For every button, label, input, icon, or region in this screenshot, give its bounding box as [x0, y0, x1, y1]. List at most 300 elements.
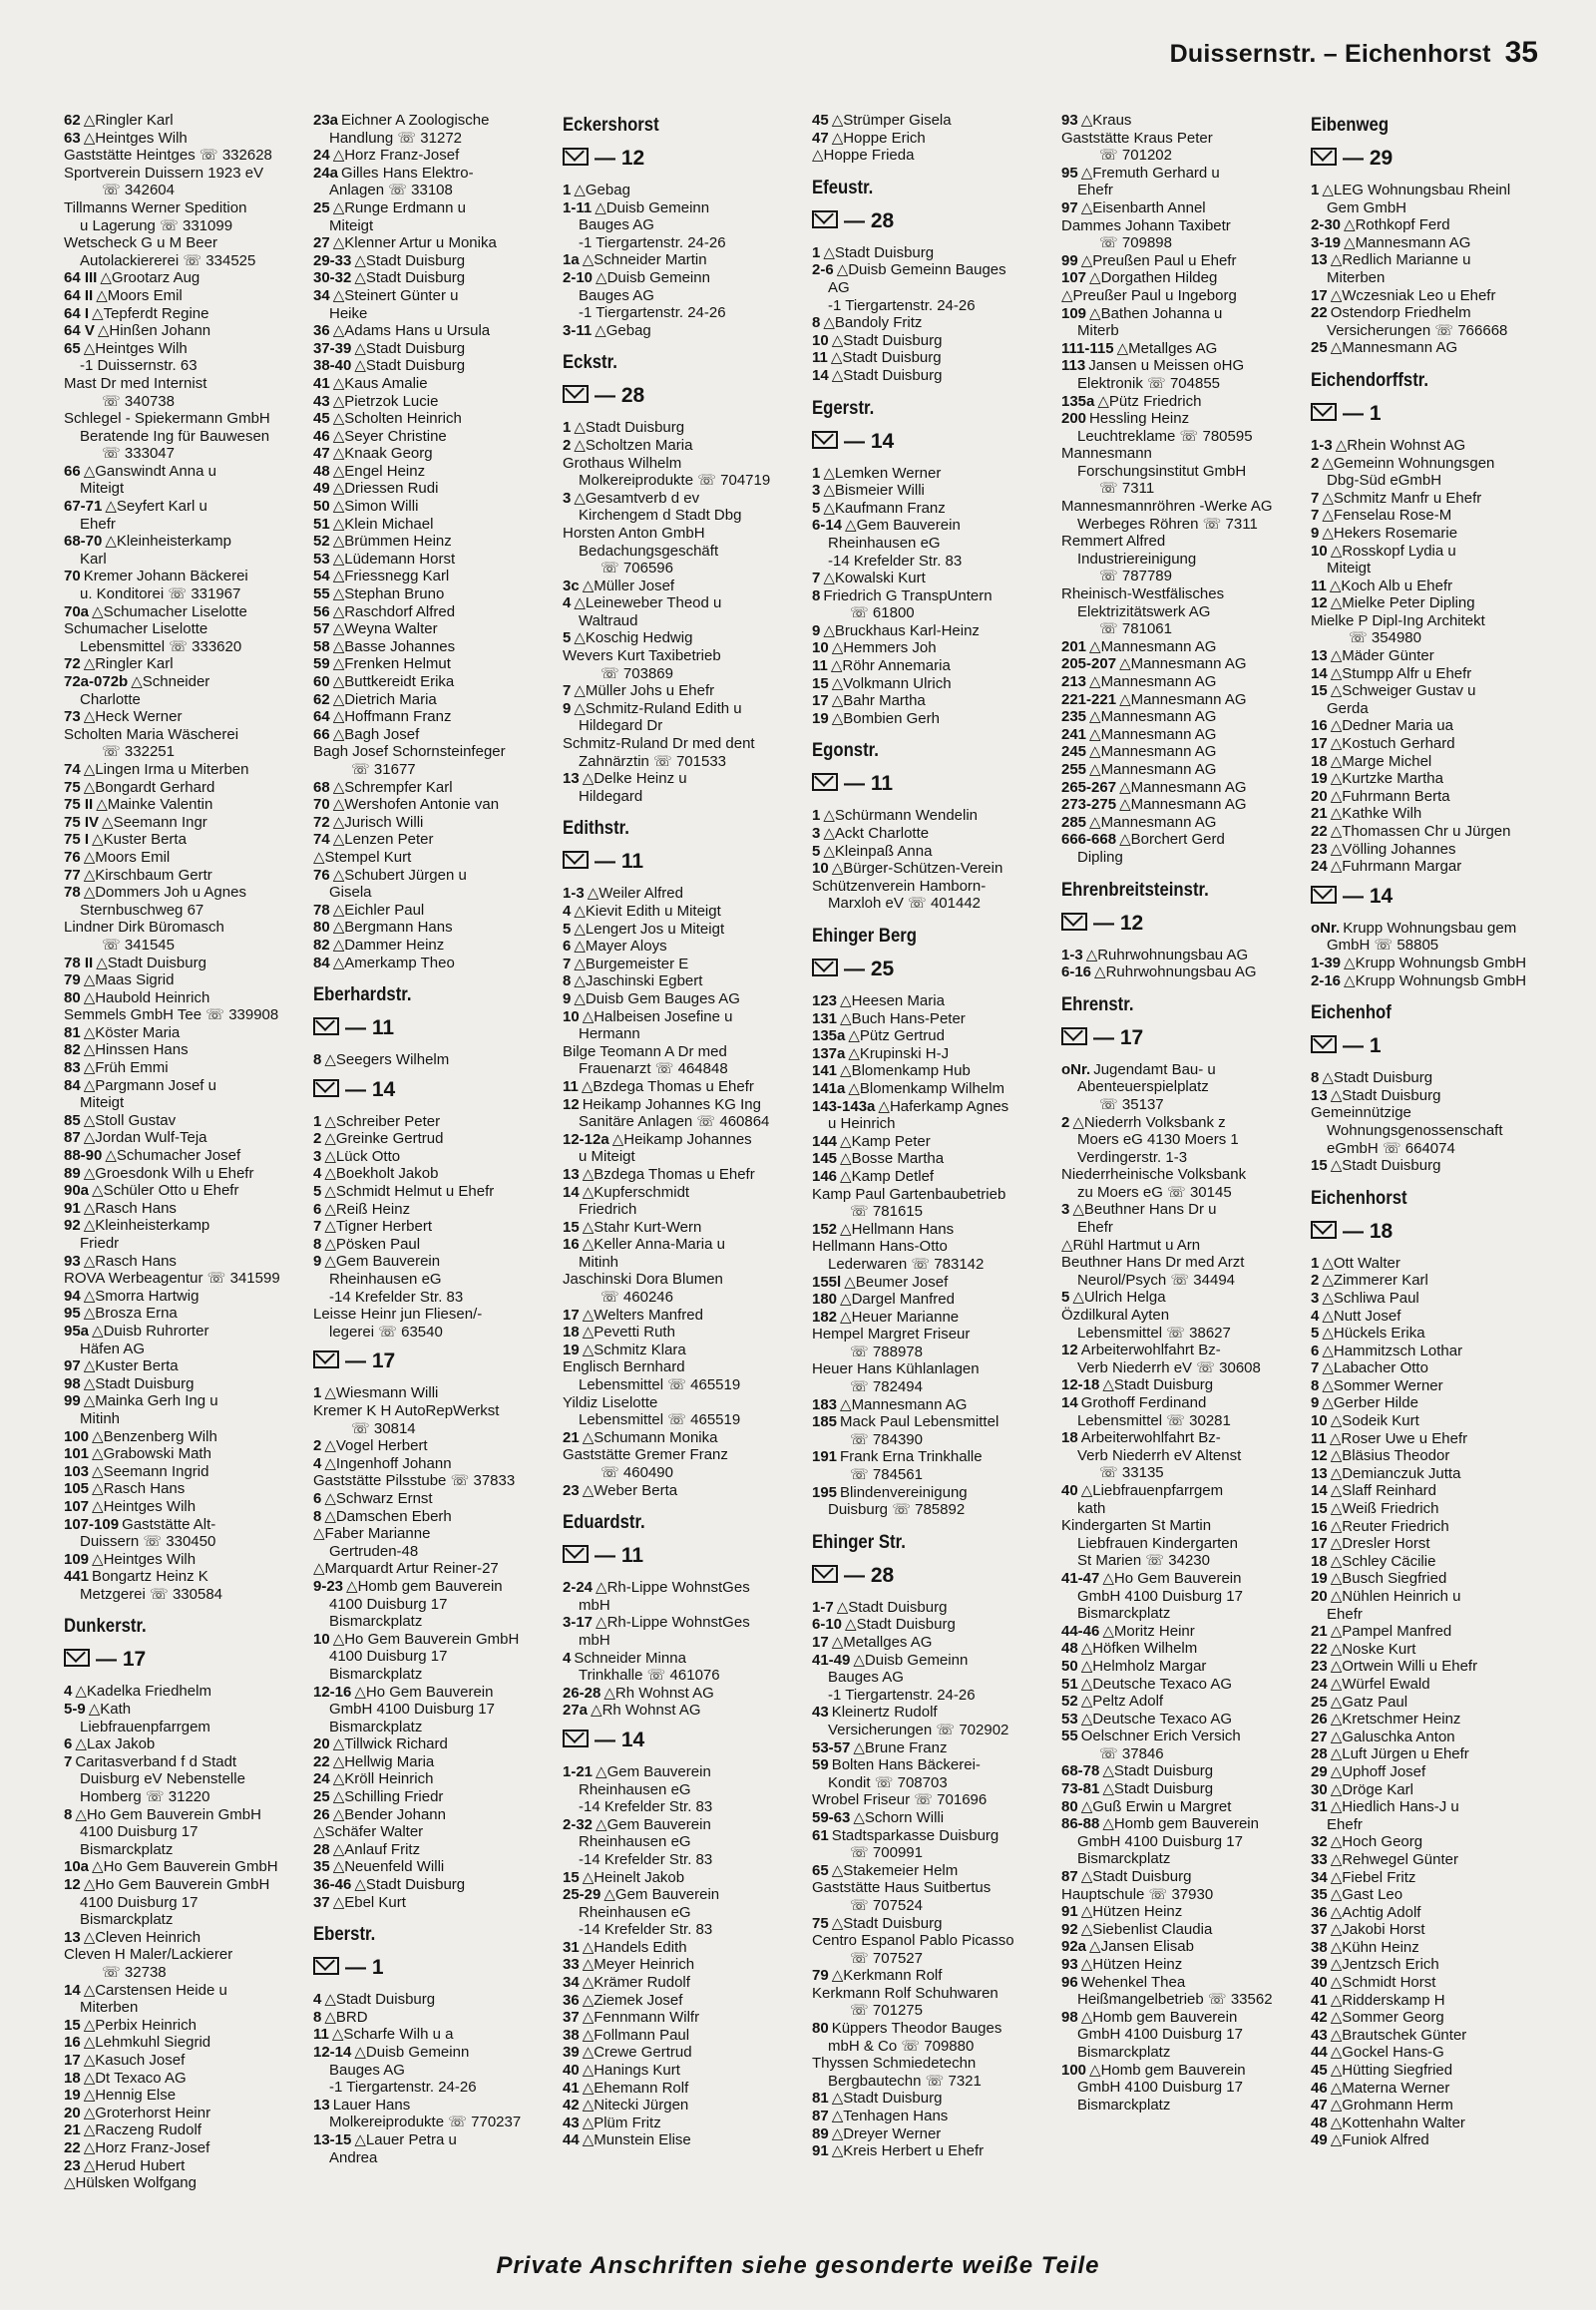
entry-text: △Bongardt Gerhard	[83, 778, 215, 796]
entry-text: Bismarckplatz	[1077, 2096, 1171, 2114]
directory-entry	[64, 305, 299, 323]
directory-entry	[64, 445, 299, 463]
directory-entry	[563, 1376, 798, 1394]
directory-entry	[1311, 823, 1546, 841]
entry-text: △Rehwegel Günter	[1330, 1850, 1458, 1868]
house-number: 34	[313, 286, 330, 304]
directory-entry	[812, 604, 1047, 622]
directory-entry	[1311, 972, 1546, 990]
directory-entry	[64, 1253, 299, 1271]
entry-text: Beratende Ing für Bauwesen	[80, 427, 270, 445]
house-number: 9	[563, 699, 572, 717]
directory-entry	[1061, 1272, 1297, 1290]
directory-entry	[64, 1753, 299, 1771]
entry-text: △Schäfer Walter	[313, 1823, 424, 1841]
entry-text: Gisela	[329, 884, 372, 902]
postal-district	[812, 208, 1047, 234]
directory-entry	[1311, 1798, 1546, 1816]
directory-entry	[64, 533, 299, 551]
house-number: 13	[1311, 1086, 1328, 1104]
entry-text: △Blomenkamp Hub	[840, 1062, 971, 1080]
entry-text: GmbH 4100 Duisburg 17	[1077, 2026, 1243, 2044]
directory-entry	[1061, 568, 1297, 585]
directory-entry	[1311, 1694, 1546, 1712]
entry-text: Rheinhausen eG	[579, 1903, 691, 1921]
house-number: 21	[563, 1428, 580, 1446]
directory-entry	[563, 1131, 798, 1149]
directory-entry	[1061, 1342, 1297, 1359]
house-number: 141a	[812, 1079, 846, 1097]
directory-entry	[563, 1702, 798, 1720]
directory-entry	[64, 1683, 299, 1701]
house-number: 41-47	[1061, 1569, 1100, 1587]
directory-entry	[1061, 1412, 1297, 1430]
entry-text: △Ganswindt Anna u	[83, 462, 216, 480]
entry-text: Miterb	[1077, 322, 1119, 340]
directory-entry	[64, 516, 299, 534]
directory-entry	[563, 2131, 798, 2149]
directory-entry	[64, 1147, 299, 1165]
directory-entry	[313, 1253, 549, 1271]
house-number: 2	[1061, 1113, 1070, 1131]
entry-text: △Mannesmann AG	[1089, 637, 1217, 655]
directory-entry	[1311, 1447, 1546, 1465]
directory-entry	[1061, 199, 1297, 217]
directory-entry	[1061, 1938, 1297, 1956]
entry-text: △Heintges Wilh	[83, 129, 188, 147]
entry-text: △Duisb Gemeinn Bauges	[836, 261, 1006, 279]
house-number: 1	[1311, 1254, 1320, 1272]
house-number: 95	[1061, 164, 1078, 182]
directory-entry	[64, 375, 299, 393]
page-title: Duissernstr. – Eichenhorst	[1169, 40, 1491, 68]
directory-entry	[812, 1466, 1047, 1484]
directory-entry	[812, 825, 1047, 843]
directory-entry	[64, 867, 299, 885]
directory-entry	[1061, 2097, 1297, 2115]
envelope-icon	[563, 1730, 589, 1747]
house-number: 45	[1311, 2062, 1328, 2080]
entry-text: △Mannesmann AG	[1089, 708, 1217, 726]
entry-text: △Stadt Duisburg	[354, 269, 466, 287]
directory-entry	[563, 1289, 798, 1307]
entry-text: △Thomassen Chr u Jürgen	[1330, 823, 1511, 840]
entry-text: Friedr	[80, 1235, 120, 1252]
street-heading: Dunkerstr.	[64, 1616, 147, 1638]
directory-entry	[563, 1113, 798, 1131]
house-number: 4	[313, 1991, 322, 2009]
entry-text: △Gem Bauverein	[596, 1762, 711, 1780]
directory-entry	[1061, 322, 1297, 340]
entry-text: △Bürger-Schützen-Verein	[831, 860, 1003, 878]
entry-text: Häfen AG	[80, 1340, 146, 1357]
entry-text: △Bathen Johanna u	[1089, 304, 1223, 322]
directory-entry	[1061, 2026, 1297, 2044]
entry-text: △Moors Emil	[96, 286, 183, 304]
directory-entry	[313, 1130, 549, 1148]
directory-entry	[313, 1753, 549, 1771]
directory-entry	[563, 1851, 798, 1869]
directory-entry	[1311, 1745, 1546, 1763]
directory-entry	[64, 1410, 299, 1428]
house-number: 30	[1311, 1780, 1328, 1798]
directory-entry	[313, 1289, 549, 1307]
entry-text: △Stephan Bruno	[332, 585, 445, 603]
entry-text: Semmels GmbH Tee ☏ 339908	[64, 1006, 279, 1024]
entry-text: △Demianczuk Jutta	[1330, 1464, 1461, 1482]
directory-entry	[812, 297, 1047, 315]
entry-text: 4100 Duisburg 17	[80, 1893, 199, 1911]
directory-entry	[64, 1735, 299, 1753]
entry-text: △Klein Michael	[332, 515, 434, 533]
house-number: 6	[64, 1735, 73, 1753]
house-number: 36	[313, 322, 330, 340]
entry-text: Ostendorp Friedhelm	[1330, 304, 1471, 322]
entry-text: mbH	[579, 1631, 610, 1649]
directory-entry	[64, 919, 299, 937]
house-number: 23	[1311, 840, 1328, 858]
directory-entry	[64, 691, 299, 709]
entry-text: △Hiedlich Hans-J u	[1330, 1798, 1459, 1816]
entry-text: GmbH 4100 Duisburg 17	[1077, 1587, 1243, 1605]
house-number: 22	[1311, 304, 1328, 322]
house-number: 31	[563, 1938, 580, 1956]
entry-text: △Bergmann Hans	[332, 919, 453, 937]
entry-text: △Leineweber Theod u	[574, 594, 722, 612]
directory-entry	[64, 884, 299, 902]
street-heading: Ehrenstr.	[1061, 993, 1134, 1015]
entry-text: △Grabowski Math	[92, 1445, 211, 1463]
house-number: 25	[313, 198, 330, 216]
directory-entry	[812, 639, 1047, 657]
entry-text: △Hoch Georg	[1330, 1833, 1423, 1851]
directory-entry	[1061, 1535, 1297, 1553]
directory-entry	[313, 761, 549, 779]
entry-text: △Uphoff Josef	[1330, 1762, 1426, 1780]
house-number: 46	[313, 427, 330, 445]
entry-text: △Lax Jakob	[75, 1735, 156, 1753]
entry-text: △Schreiber Peter	[324, 1112, 441, 1130]
house-number: 25-29	[563, 1886, 601, 1904]
house-number: 99	[1061, 251, 1078, 269]
directory-entry	[563, 455, 798, 473]
house-number: 8	[812, 586, 821, 604]
directory-entry	[313, 1271, 549, 1289]
directory-entry	[64, 2157, 299, 2175]
directory-entry	[1311, 1658, 1546, 1676]
directory-entry	[1311, 269, 1546, 287]
house-number: 41	[313, 374, 330, 392]
entry-text: △Halbeisen Josefine u	[582, 1007, 733, 1025]
entry-text: △Rh-Lippe WohnstGes	[596, 1579, 750, 1597]
directory-entry	[563, 1869, 798, 1887]
directory-entry	[64, 217, 299, 235]
house-number: 80	[313, 919, 330, 937]
entry-text: △Lenzen Peter	[332, 831, 434, 849]
entry-text: △Raschdorf Alfred	[332, 602, 456, 620]
house-number: 62	[64, 112, 81, 129]
entry-text: -1 Tiergartenstr. 24-26	[828, 296, 976, 314]
house-number: 25	[1311, 1693, 1328, 1711]
entry-text: Charlotte	[80, 690, 141, 708]
entry-text: △Smorra Hartwig	[83, 1287, 200, 1305]
directory-entry	[563, 525, 798, 543]
postal-code-text: — 14	[1343, 884, 1394, 908]
directory-entry	[1061, 112, 1297, 130]
postal-district	[563, 1728, 798, 1753]
directory-entry	[1311, 199, 1546, 217]
house-number: 17	[1311, 735, 1328, 753]
postal-code-text: — 14	[595, 1728, 645, 1751]
street-heading: Eberstr.	[313, 1924, 376, 1946]
entry-text: Centro Espanol Pablo Picasso	[812, 1932, 1014, 1950]
entry-text: △Duisb Gemeinn	[596, 268, 710, 286]
house-number: 183	[812, 1395, 838, 1413]
entry-text: △Nutt Josef	[1322, 1307, 1401, 1325]
entry-text: ☏ 30814	[351, 1419, 416, 1437]
entry-text: △Volkmann Ulrich	[831, 674, 952, 692]
directory-entry	[1311, 578, 1546, 595]
house-number: 1-21	[563, 1762, 594, 1780]
entry-text: Heuer Hans Kühlanlagen	[812, 1360, 980, 1378]
house-number: 2-10	[563, 268, 594, 286]
entry-text: △Krupp Wohnungsb GmbH	[1344, 971, 1527, 989]
postal-district	[1311, 1033, 1546, 1059]
house-number: 92a	[1061, 1938, 1087, 1956]
house-number: 37	[563, 2009, 580, 2027]
entry-text: Werbeges Röhren ☏ 7311	[1077, 515, 1258, 533]
directory-entry	[313, 1613, 549, 1631]
house-number: 11	[1311, 1429, 1327, 1447]
house-number: 6	[563, 938, 572, 956]
entry-text: Heikamp Johannes KG Ing	[582, 1095, 761, 1113]
directory-entry	[563, 1763, 798, 1781]
directory-entry	[64, 2174, 299, 2192]
house-number: 17	[1311, 286, 1328, 304]
directory-entry	[313, 1437, 549, 1455]
house-number: 155l	[812, 1273, 842, 1291]
directory-entry	[64, 1858, 299, 1876]
entry-text: △Mannesmann AG	[1119, 778, 1247, 796]
house-number: 131	[812, 1009, 838, 1027]
entry-text: △Schumann Monika	[582, 1428, 718, 1446]
directory-entry	[313, 1735, 549, 1753]
entry-text: △Kleinpaß Anna	[823, 842, 933, 860]
directory-entry	[1311, 304, 1546, 322]
house-number: 87	[1061, 1868, 1078, 1886]
house-number: 3	[1311, 1289, 1320, 1307]
directory-entry	[812, 112, 1047, 130]
entry-text: △Deutsche Texaco AG	[1080, 1675, 1233, 1693]
directory-entry	[313, 1490, 549, 1508]
directory-entry	[1061, 1307, 1297, 1325]
directory-entry	[1311, 322, 1546, 340]
house-number: 235	[1061, 708, 1087, 726]
street-heading: Egerstr.	[812, 397, 875, 419]
directory-entry	[563, 1446, 798, 1464]
entry-text: Ehefr	[1077, 1219, 1113, 1237]
house-number: 83	[64, 1059, 81, 1077]
entry-text: Lebensmittel ☏ 38627	[1077, 1324, 1231, 1342]
entry-text: 4100 Duisburg 17	[329, 1648, 448, 1666]
directory-entry	[1061, 947, 1297, 964]
directory-entry	[313, 2131, 549, 2149]
entry-text: △Rh Wohnst AG	[591, 1702, 701, 1720]
directory-entry	[1061, 1728, 1297, 1745]
directory-entry	[812, 500, 1047, 518]
house-number: 64 III	[64, 269, 98, 287]
entry-text: △Herud Hubert	[83, 2156, 186, 2174]
entry-text: △Anlauf Fritz	[332, 1840, 421, 1858]
directory-entry	[812, 1915, 1047, 1933]
directory-entry	[1061, 963, 1297, 981]
directory-entry	[64, 2017, 299, 2035]
entry-text: ☏ 781061	[1099, 620, 1172, 638]
house-number: 49	[1311, 2131, 1328, 2149]
entry-text: △Gebag	[595, 321, 651, 339]
postal-code-text: — 1	[1343, 1034, 1382, 1058]
directory-entry	[563, 1394, 798, 1412]
entry-text: Lindner Dirk Büromasch	[64, 919, 224, 937]
directory-entry	[313, 1165, 549, 1183]
entry-text: △Mannesmann AG	[1089, 743, 1217, 761]
directory-entry	[313, 199, 549, 217]
entry-text: Remmert Alfred	[1061, 533, 1166, 551]
entry-text: △Früh Emmi	[83, 1059, 169, 1077]
entry-text: Lebensmittel ☏ 465519	[579, 1411, 741, 1429]
entry-text: △Duisb Gemeinn	[853, 1651, 969, 1669]
entry-text: ☏ 460490	[600, 1464, 673, 1481]
entry-text: △Dommers Joh u Agnes	[83, 884, 246, 902]
entry-text: △Völling Johannes	[1330, 840, 1456, 858]
entry-text: △Fuhrmann Margar	[1330, 858, 1462, 876]
directory-entry	[313, 2149, 549, 2167]
directory-entry	[1311, 1588, 1546, 1606]
entry-text: Wehenkel Thea	[1080, 1973, 1186, 1991]
house-number: 81	[64, 1023, 81, 1041]
entry-text: △Jurisch Willi	[332, 813, 424, 831]
directory-entry	[1061, 1552, 1297, 1570]
house-number: 23	[64, 2156, 81, 2174]
entry-text: -1 Tiergartenstr. 24-26	[329, 2079, 477, 2097]
directory-entry	[812, 710, 1047, 728]
envelope-icon	[313, 1350, 339, 1368]
directory-entry	[563, 1482, 798, 1500]
entry-text: △Liebfrauenpfarrgem	[1080, 1481, 1224, 1499]
house-number: 53	[1061, 1710, 1078, 1728]
entry-text: Metzgerei ☏ 330584	[80, 1585, 223, 1603]
house-number: 26	[1311, 1711, 1328, 1729]
directory-entry	[64, 603, 299, 621]
house-number: 58	[313, 637, 330, 655]
house-number: 14	[812, 366, 829, 384]
house-number: 141	[812, 1062, 838, 1080]
entry-text: Jansen u Meissen oHG	[1088, 357, 1245, 375]
house-number: 14	[1311, 664, 1328, 682]
directory-entry	[563, 543, 798, 561]
house-number: 31	[1311, 1798, 1328, 1816]
entry-text: Gaststätte Alt-	[122, 1515, 216, 1533]
entry-text: Grothoff Ferdinand	[1080, 1394, 1207, 1411]
directory-entry	[313, 217, 549, 235]
house-number: 68-70	[64, 533, 103, 551]
postal-code-text: — 28	[844, 1563, 895, 1587]
directory-entry	[313, 937, 549, 955]
entry-text: Frauenarzt ☏ 464848	[579, 1060, 728, 1078]
house-number: 40	[1311, 1974, 1328, 1992]
entry-text: ☏ 703869	[600, 664, 673, 682]
entry-text: St Marien ☏ 34230	[1077, 1552, 1210, 1570]
house-number: 4	[563, 594, 572, 612]
directory-entry	[563, 903, 798, 921]
directory-entry	[1311, 1904, 1546, 1922]
entry-text: Industriereinigung	[1077, 550, 1197, 568]
entry-text: △Pevetti Ruth	[582, 1324, 675, 1342]
entry-text: Anlagen ☏ 33108	[329, 182, 453, 199]
entry-text: Sternbuschweg 67	[80, 901, 204, 919]
house-number: 72	[313, 813, 330, 831]
entry-text: △Bandoly Fritz	[823, 314, 923, 332]
entry-text: ROVA Werbeagentur ☏ 341599	[64, 1270, 280, 1288]
directory-entry	[1061, 1325, 1297, 1343]
directory-entry	[64, 955, 299, 972]
directory-columns	[64, 112, 1546, 2231]
entry-text: △Bläsius Theodor	[1330, 1447, 1450, 1465]
entry-text: Karl	[80, 550, 107, 568]
directory-entry	[1311, 1763, 1546, 1781]
entry-text: △Bombien Gerh	[831, 709, 940, 727]
house-number: 1-3	[563, 885, 585, 903]
directory-entry	[1061, 1570, 1297, 1588]
directory-entry	[1311, 1992, 1546, 2010]
entry-text: △Duisb Gemeinn	[595, 198, 710, 216]
house-number: 47	[812, 129, 829, 147]
directory-entry	[1061, 743, 1297, 761]
entry-text: Handlung ☏ 31272	[329, 129, 463, 147]
entry-text: △Hemmers Joh	[831, 639, 937, 657]
directory-entry	[313, 1455, 549, 1473]
house-number: 87	[812, 2108, 829, 2125]
house-number: 4	[563, 903, 572, 920]
entry-text: Tillmanns Werner Spedition	[64, 198, 247, 216]
directory-entry	[313, 1666, 549, 1684]
entry-text: Miteigt	[329, 216, 374, 234]
house-number: 19	[64, 2087, 81, 2105]
postal-code-text: — 14	[345, 1077, 396, 1101]
entry-text: △Pütz Gertrud	[848, 1027, 945, 1045]
house-number: 16	[1311, 717, 1328, 735]
directory-entry	[1061, 638, 1297, 656]
directory-entry	[1311, 753, 1546, 771]
postal-district	[313, 1348, 549, 1374]
directory-entry	[64, 1911, 299, 1929]
house-number: 9	[1311, 1394, 1320, 1412]
entry-text: △Galuschka Anton	[1330, 1728, 1455, 1745]
directory-entry	[1311, 1641, 1546, 1659]
directory-entry	[812, 1150, 1047, 1168]
entry-text: Wrobel Friseur ☏ 701696	[812, 1791, 988, 1809]
entry-text: △Wczesniak Leo u Ehefr	[1330, 286, 1496, 304]
house-number: 75	[812, 1914, 829, 1932]
house-number: 12	[563, 1095, 580, 1113]
directory-entry	[64, 638, 299, 656]
house-number: 80	[812, 2020, 829, 2038]
entry-text: Schützenverein Hamborn-	[812, 877, 987, 895]
directory-entry	[563, 1271, 798, 1289]
entry-text: ☏ 35137	[1099, 1095, 1164, 1113]
directory-entry	[812, 1484, 1047, 1502]
entry-text: Hempel Margret Friseur	[812, 1326, 971, 1344]
